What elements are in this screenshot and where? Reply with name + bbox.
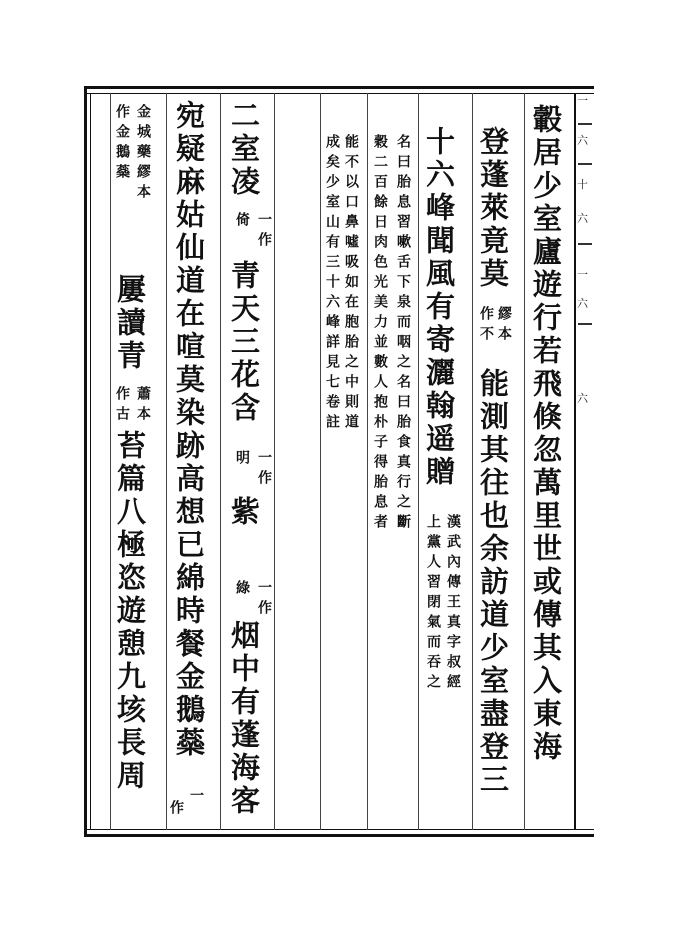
text-column-8-d: 烟中有蓬海客 bbox=[227, 620, 261, 818]
annotation-variant-right: 繆本 bbox=[496, 306, 512, 346]
text-column-2-head: 登蓬萊竟莫 bbox=[476, 126, 510, 291]
commentary-column-7: 成矣少室山有三十六峰詳見七卷註 bbox=[324, 134, 340, 434]
margin-mark: 一 bbox=[577, 268, 588, 281]
annotation-variant-right: 一作 bbox=[256, 450, 272, 490]
column-divider bbox=[524, 93, 525, 830]
commentary-right: 漢武內傳王真字叔經 bbox=[445, 514, 461, 694]
frame-bottom-inner-rule bbox=[84, 829, 594, 830]
margin-mark: 六 bbox=[577, 212, 588, 225]
margin-mark: 六 bbox=[577, 297, 588, 310]
text-column-2-tail: 能測其往也余訪道少室盡登三 bbox=[476, 368, 510, 797]
text-column-3: 十六峰聞風有寄灑翰遥贈 bbox=[422, 126, 456, 489]
text-column-8-a: 二室凌 bbox=[227, 100, 261, 199]
text-column-8-b: 青天三花含 bbox=[227, 260, 261, 425]
margin-mark: 十 bbox=[577, 178, 588, 191]
frame-left-inner-rule bbox=[90, 93, 91, 830]
commentary-left: 上黨人習閉氣而吞之 bbox=[425, 514, 441, 694]
annotation-variant-left: 作 bbox=[168, 800, 184, 820]
annotation-variant-right: 一 bbox=[188, 788, 204, 808]
column-divider bbox=[320, 93, 321, 830]
text-column-10-b: 苔篇八極恣遊憩九垓長周 bbox=[113, 430, 147, 793]
column-divider bbox=[166, 93, 167, 830]
column-divider bbox=[367, 93, 368, 830]
frame-top-rule bbox=[84, 86, 594, 89]
annotation-variant-right: 金城藥繆本 bbox=[135, 104, 151, 204]
annotation-variant-right: 一作 bbox=[256, 212, 272, 252]
column-divider bbox=[274, 93, 275, 830]
text-column-9: 宛疑麻姑仙道在喧莫染跡高想已綿時餐金鵝蘂 bbox=[172, 100, 206, 760]
margin-tick bbox=[578, 323, 592, 325]
fold-margin bbox=[576, 93, 594, 830]
frame-top-inner-rule bbox=[84, 93, 594, 94]
annotation-variant-left: 作不 bbox=[478, 306, 494, 346]
annotation-variant-left: 作金鵝蘂 bbox=[114, 104, 130, 184]
column-divider bbox=[110, 93, 111, 830]
margin-mark: 六 bbox=[577, 134, 588, 147]
commentary-column-4: 名曰胎息習嗽舌下泉而咽之名曰胎食真行之斷 bbox=[395, 134, 411, 534]
margin-mark: 一 bbox=[577, 94, 588, 107]
column-divider bbox=[418, 93, 419, 830]
column-divider bbox=[220, 93, 221, 830]
annotation-variant-left: 作古 bbox=[114, 386, 130, 426]
margin-mark: 六 bbox=[577, 392, 588, 405]
margin-tick bbox=[578, 163, 592, 165]
text-column-1: 轂居少室廬遊行若飛倏忽萬里世或傳其入東海 bbox=[529, 104, 563, 764]
margin-tick bbox=[578, 243, 592, 245]
annotation-variant-left: 倚 bbox=[234, 212, 250, 232]
annotation-variant-left: 綠 bbox=[234, 580, 250, 600]
annotation-variant-right: 一作 bbox=[256, 580, 272, 620]
text-column-10-a: 屢讀青 bbox=[113, 274, 147, 373]
margin-tick bbox=[578, 123, 592, 125]
column-divider bbox=[472, 93, 473, 830]
text-column-8-c: 紫 bbox=[227, 496, 261, 529]
annotation-variant-right: 蕭本 bbox=[135, 386, 151, 426]
commentary-column-6: 能不以口鼻噓吸如在胞胎之中則道 bbox=[343, 134, 359, 434]
frame-left-rule bbox=[84, 86, 87, 837]
commentary-column-5: 穀二百餘日肉色光美力並數人抱朴子得胎息者 bbox=[372, 134, 388, 534]
frame-bottom-rule bbox=[84, 834, 594, 837]
annotation-variant-left: 明 bbox=[234, 450, 250, 470]
